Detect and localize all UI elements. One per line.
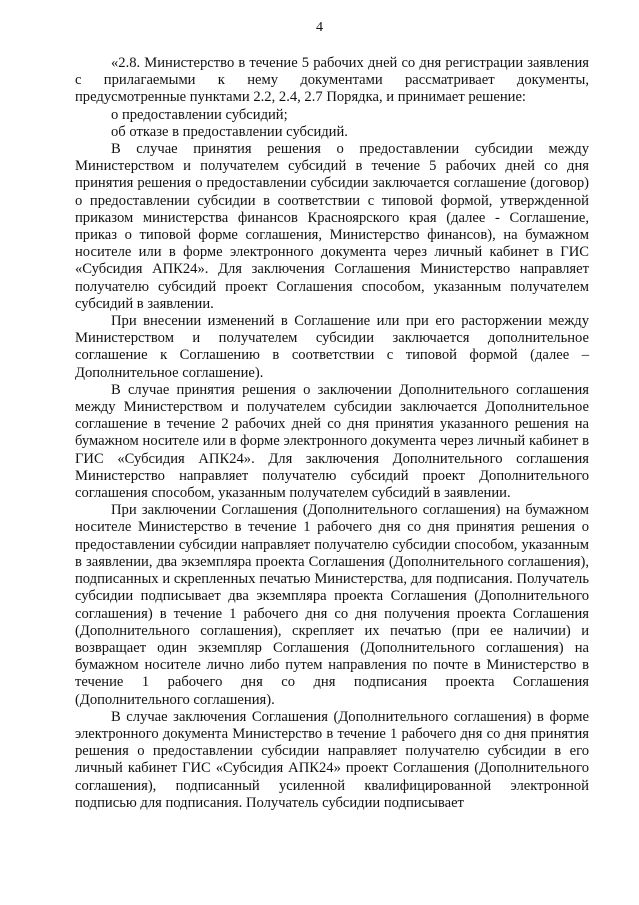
paragraph-agreement: В случае принятия решения о предоставлении субсидии между Министерством и получателем субсидий в течение 5 рабочих дней со дня принятия решения о предоставлении субсидии заключается соглашение (договор) о предоставлении субсидии в соответствии с типовой формой, утвержденной приказом министерства финансов Красноярского края (далее - Соглашение, приказ о типовой форме соглашения, Министерство финансов), на бумажном носителе или в форме электронного документа через личный кабинет в ГИС «Субсидия АПК24». Для заключения Соглашения Министерство направляет получателю субсидий проект Соглашения способом, указанным получателем субсидий в заявлении. <box>75 141 589 312</box>
document-body <box>75 55 589 812</box>
paragraph-electronic-signing: В случае заключения Соглашения (Дополнительного соглашения) в форме электронного документа Министерство в течение 1 рабочего дня со дня принятия решения о предоставлении субсидии направляет получателю субсидии в его личный кабинет ГИС «Субсидия АПК24» проект Соглашения (Дополнительного соглашения), подписанный усиленной квалифицированной электронной подписью для подписания. Получатель субсидии подписывает <box>75 708 589 811</box>
paragraph-amendments: При внесении изменений в Соглашение или при его расторжении между Министерством и получателем субсидии заключается дополнительное соглашение к Соглашению в соответствии с типовой формой (далее – Дополнительное соглашение). <box>75 313 589 381</box>
paragraph-additional-agreement: В случае принятия решения о заключении Дополнительного соглашения между Министерством и получателем субсидии заключается Дополнительное соглашение в течение 2 рабочих дней со дня принятия указанного решения на бумажном носителе или в форме электронного документа через личный кабинет в ГИС «Субсидия АПК24». Для заключения Дополнительного соглашения Министерство направляет получателю субсидий проект Дополнительного соглашения способом, указанным получателем субсидий в заявлении. <box>75 381 589 502</box>
decision-option-refuse: об отказе в предоставлении субсидий. <box>111 123 348 140</box>
page-number: 4 <box>316 20 323 35</box>
paragraph-paper-signing: При заключении Соглашения (Дополнительного соглашения) на бумажном носителе Министерство в течение 1 рабочего дня со дня принятия решения о предоставлении субсидии направляет получателю субсидии способом, указанным в заявлении, два экземпляра проекта Соглашения (Дополнительного соглашения), подписанных и скрепленных печатью Министерства, для подписания. Получатель субсидии подписывает два экземпляра проекта Соглашения (Дополнительного соглашения) в течение 1 рабочего дня со дня получения проекта Соглашения (Дополнительного соглашения), скрепляет их печатью (при ее наличии) и возвращает один экземпляр Соглашения (Дополнительного соглашения) на бумажном носителе лично либо путем направления по почте в Министерство в течение 1 рабочего дня со дня подписания проекта Соглашения (Дополнительного соглашения). <box>75 502 589 708</box>
paragraph-2-8: «2.8. Министерство в течение 5 рабочих дней со дня регистрации заявления с прилагаемыми к нему документами рассматривает документы, предусмотренные пунктами 2.2, 2.4, 2.7 Порядка, и принимает решение: <box>75 55 589 106</box>
decision-option-grant: о предоставлении субсидий; <box>111 106 288 123</box>
